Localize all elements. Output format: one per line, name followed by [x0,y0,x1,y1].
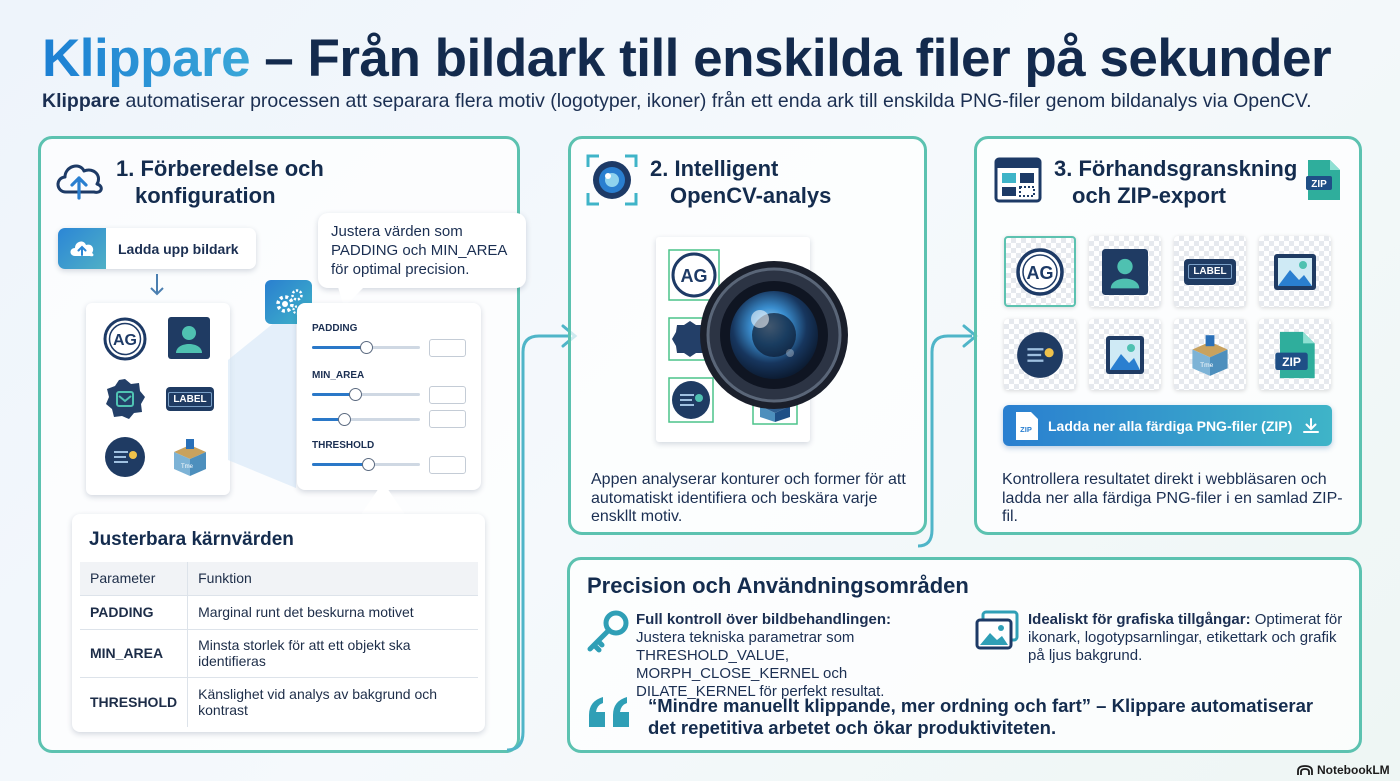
zip-tile-text: ZIP [1282,354,1301,369]
ag-logo-icon [103,317,147,361]
preview-tile-label[interactable] [1174,236,1246,307]
download-button-label: Ladda ner alla färdiga PNG-filer (ZIP) [1048,417,1293,434]
preview-grid-icon [994,157,1042,203]
label-tag-icon [166,387,214,411]
package-box-label: Tme [181,464,193,470]
table-cell-parameter: THRESHOLD [80,677,188,727]
svg-text:AG: AG [1026,262,1054,283]
page-title [42,28,1331,89]
padding-slider[interactable] [312,341,420,355]
ideal-text: Optimerat för ikonark, logotypsarnlingar, etikettark och grafik på ljus bakgrund. [1028,611,1343,664]
page-subtitle [42,90,1312,113]
table-cell-function: Marginal runt det beskurna motivet [188,595,478,629]
quote-text: “Mindre manuellt klippande, mer ordning och fart” – Klippare automatiserar det repetitiva arbetet och ökar produktiviteten. [648,695,1314,738]
label-tag-icon [1184,259,1236,285]
package-box-icon [1190,333,1230,377]
download-zip-icon-text: ZIP [1020,424,1032,434]
step3-title [1054,155,1297,209]
ideal-heading: Idealiskt för grafiska tillgångar: [1028,611,1251,628]
quote-icon [587,695,633,729]
table-cell-parameter: MIN_AREA [80,629,188,677]
subtitle-brand: Klippare [42,90,121,112]
step1-title [116,155,324,209]
package-box-icon [172,437,208,477]
parameters-table [80,562,478,727]
svg-text:AG: AG [113,332,137,349]
tooltip-line3: för optimal precision. [331,261,470,278]
ag-logo-icon [1015,247,1065,297]
image-icon [1105,335,1145,375]
icon-sheet [86,303,230,495]
notebooklm-logo-icon [1297,764,1313,776]
user-avatar-icon [168,317,210,359]
settings-tooltip [318,213,526,288]
camera-lens-icon [696,253,850,423]
parameters-card [72,514,485,732]
settings-beam [228,300,298,490]
preview-tile-ag[interactable] [1004,236,1076,307]
step3-title-line2: och ZIP-export [1072,183,1227,208]
table-cell-function: Minsta storlek för att ett objekt ska identifieras [188,629,478,677]
key-icon [585,610,629,654]
arrow-down-icon [148,273,166,297]
table-row [80,629,478,677]
tooltip-line1: Justera värden som [331,223,463,240]
preview-tile-zip[interactable] [1259,319,1331,390]
slider-label-threshold: THRESHOLD [312,440,375,451]
zip-file-icon [1304,158,1342,202]
threshold-slider[interactable] [312,458,420,472]
table-row [80,677,478,727]
table-pointer [360,482,406,516]
table-header-row [80,562,478,595]
table-cell-function: Känslighet vid analys av bakgrund och kontrast [198,686,438,719]
step3-description: Kontrollera resultatet direkt i webbläsaren och ladda ner alla färdiga PNG-filer i en samlad ZIP-fil. [1002,471,1343,525]
package-box-label: Tme [1200,361,1214,369]
step1-title-line1: 1. Förberedelse och [116,156,324,181]
secondary-value-input[interactable] [429,410,466,428]
preview-tile-box[interactable] [1174,319,1246,390]
lens-scan-icon [585,153,639,207]
parameters-heading: Justerbara kärnvärden [89,529,294,550]
download-zip-button[interactable] [1003,405,1332,446]
upload-button[interactable] [58,228,256,269]
subtitle-rest: automatiserar processen att separara flera motiv (logotyper, ikoner) från ett enda ark till enskilda PNG-filer genom bildanalys via OpenCV. [120,90,1312,112]
ideal-block [1028,611,1348,665]
padding-value-input[interactable] [429,339,466,357]
step1-title-line2: konfiguration [135,183,276,208]
min-area-slider[interactable] [312,388,420,402]
table-cell-parameter: PADDING [80,595,188,629]
download-icon [1302,417,1320,435]
settings-list-icon [1016,331,1064,379]
settings-list-icon [104,436,146,478]
control-heading: Full kontroll över bildbehandlingen: [636,611,891,628]
tooltip-line2: PADDING och MIN_AREA [331,242,508,259]
preview-tile-settings[interactable] [1004,319,1076,390]
slider-label-padding: PADDING [312,323,358,334]
zip-badge-text: ZIP [1311,179,1327,190]
preview-tile-avatar[interactable] [1089,236,1161,307]
image-gallery-icon [975,610,1019,652]
upload-button-icon-box [58,228,106,269]
user-avatar-icon [1102,249,1148,295]
cloud-upload-icon [52,156,106,202]
secondary-slider[interactable] [312,413,420,427]
preview-tile-picture[interactable] [1089,319,1161,390]
step2-title [650,155,831,209]
image-icon [1273,253,1317,291]
label-tag-text: LABEL [168,392,211,407]
control-text: Justera tekniska parametrar som THRESHOLD_VALUE, MORPH_CLOSE_KERNEL och DILATE_KERNEL för perfekt resultat. [636,629,885,700]
preview-tile-image[interactable] [1259,236,1331,307]
slider-label-min-area: MIN_AREA [312,370,365,381]
control-block [636,611,956,701]
cloud-upload-icon [68,238,96,260]
step2-description: Appen analyserar konturer och former för att automatiskt identifiera och beskära varje enskllt motiv. [591,471,906,525]
zip-file-icon [1273,329,1317,381]
label-tag-text: LABEL [1188,264,1231,279]
svg-text:AG: AG [680,266,708,286]
step2-title-line2: OpenCV-analys [670,183,832,208]
column-header-function: Funktion [188,562,478,595]
settings-panel [297,303,481,490]
watermark-text: NotebookLM [1317,763,1390,777]
notebooklm-watermark [1297,763,1390,777]
brand-name: Klippare [42,29,251,88]
step3-title-line1: 3. Förhandsgranskning [1054,156,1298,181]
column-header-parameter: Parameter [80,562,188,595]
threshold-value-input[interactable] [429,456,466,474]
min-area-value-input[interactable] [429,386,466,404]
upload-button-label: Ladda upp bildark [118,240,239,257]
title-rest: – Från bildark till enskilda filer på sekunder [250,29,1332,88]
precision-title: Precision och Användningsområden [587,573,969,598]
step2-title-line1: 2. Intelligent [650,156,779,181]
badge-icon [104,378,146,420]
table-row [80,595,478,629]
zip-file-icon [1015,411,1039,441]
